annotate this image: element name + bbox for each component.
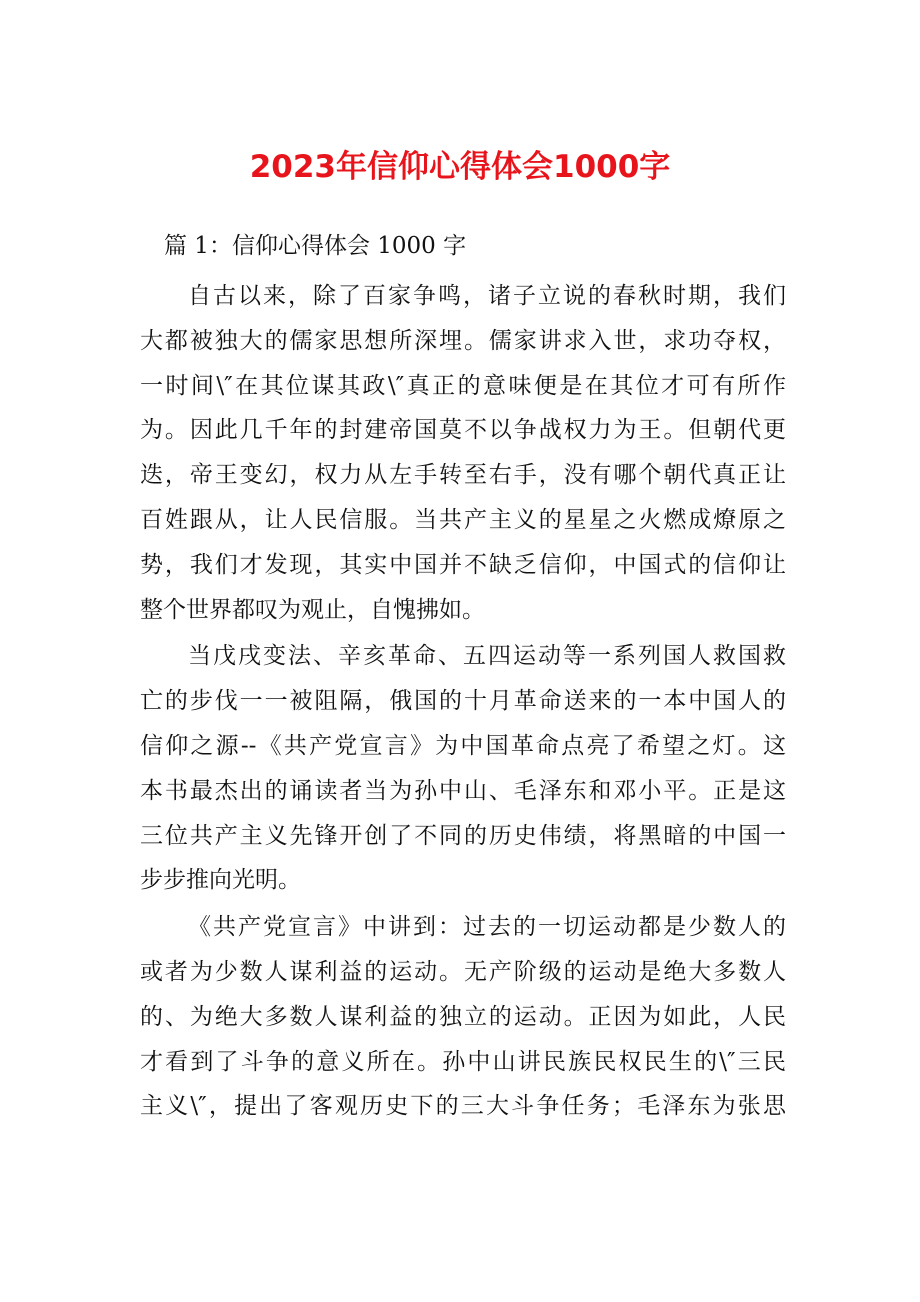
text-line: 信仰之源--《共产党宣言》为中国革命点亮了希望之灯。这 [140,732,786,759]
document-body [140,274,786,1131]
text-line: 亡的步伐一一被阻隔，俄国的十月革命送来的一本中国人的 [140,688,786,715]
section-heading: 篇 1：信仰心得体会 1000 字 [164,233,467,259]
text-line: 自古以来，除了百家争鸣，诸子立说的春秋时期，我们 [188,283,786,309]
text-line: 《共产党宣言》中讲到：过去的一切运动都是少数人的 [188,914,786,941]
text-line: 或者为少数人谋利益的运动。无产阶级的运动是绝大多数人 [140,958,786,985]
paragraph [140,634,786,903]
text-line: 整个世界都叹为观止，自愧拂如。 [140,596,485,623]
text-line: 本书最杰出的诵读者当为孙中山、毛泽东和邓小平。正是这 [140,777,786,804]
text-line: 一时间\″在其位谋其政\″真正的意味便是在其位才可有所作 [140,372,786,399]
paragraph [140,274,786,632]
text-line: 主义\″，提出了客观历史下的三大斗争任务；毛泽东为张思 [140,1093,786,1120]
text-line: 大都被独大的儒家思想所深埋。儒家讲求入世，求功夺权， [140,327,786,354]
text-line: 的、为绝大多数人谋利益的独立的运动。正因为如此，人民 [140,1003,786,1030]
text-line: 三位共产主义先锋开创了不同的历史伟绩，将黑暗的中国一 [140,822,786,849]
text-line: 步步推向光明。 [140,867,301,894]
text-line: 迭，帝王变幻，权力从左手转至右手，没有哪个朝代真正让 [140,462,786,489]
text-line: 势，我们才发现，其实中国并不缺乏信仰，中国式的信仰让 [140,551,786,578]
text-line: 当戊戌变法、辛亥革命、五四运动等一系列国人救国救 [188,643,786,670]
text-line: 才看到了斗争的意义所在。孙中山讲民族民权民生的\″三民 [140,1048,786,1075]
document-title: 2023年信仰心得体会1000字 [249,149,671,185]
text-line: 百姓跟从，让人民信服。当共产主义的星星之火燃成燎原之 [140,506,786,533]
paragraph [140,905,786,1129]
text-line: 为。因此几千年的封建帝国莫不以争战权力为王。但朝代更 [140,417,786,444]
